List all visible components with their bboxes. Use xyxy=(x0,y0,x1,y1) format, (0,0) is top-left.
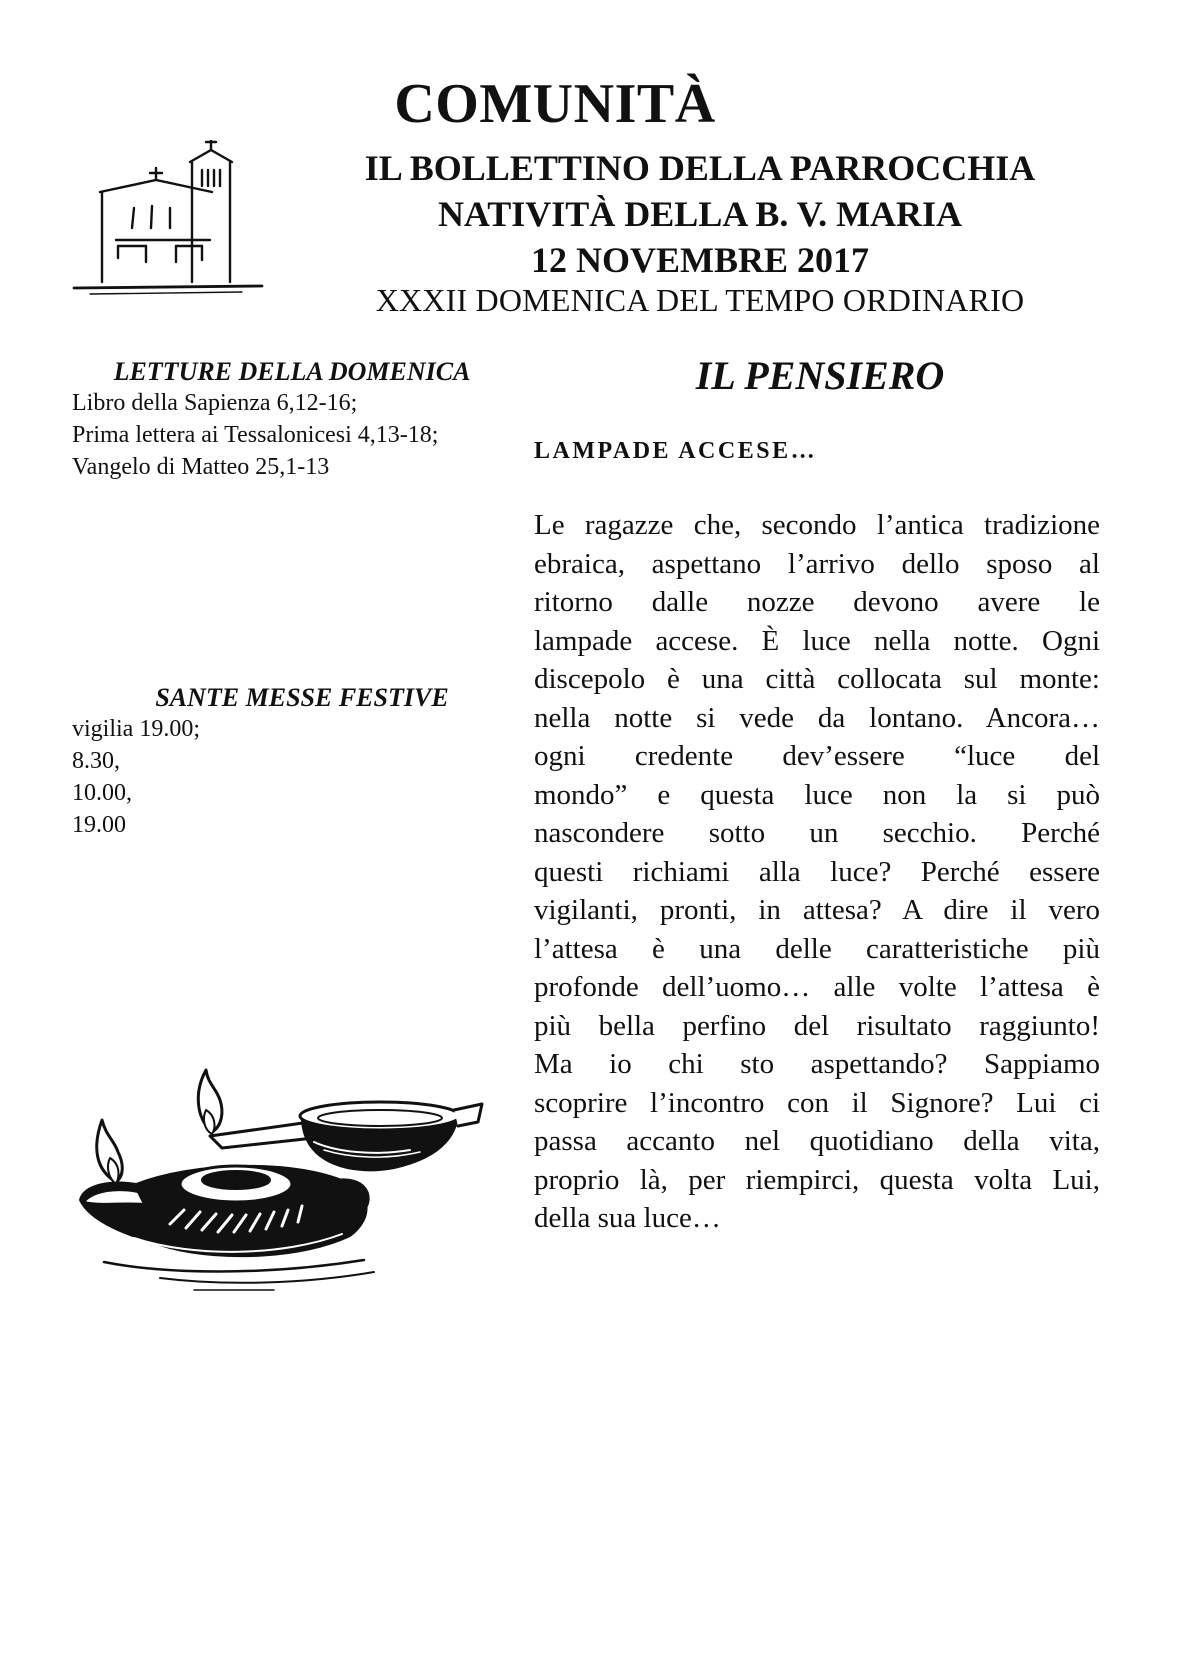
article-line: nascondere sotto un secchio. Perché xyxy=(534,817,1100,849)
masses-list xyxy=(72,713,512,841)
reading-item: Vangelo di Matteo 25,1-13 xyxy=(72,454,330,481)
bulletin-date: 12 NOVEMBRE 2017 xyxy=(530,240,869,280)
article-line: più bella perfino del risultato raggiunto! xyxy=(534,1009,1100,1042)
article-line: mondo” e questa luce non la si può xyxy=(534,778,1100,811)
article-line: Le ragazze che, secondo l’antica tradizione xyxy=(534,509,1100,541)
article-line: discepolo è una città collocata sul monte: xyxy=(534,663,1100,695)
masses-section xyxy=(72,682,512,841)
church-icon xyxy=(72,140,282,310)
article-line: proprio là, per riempirci, questa volta Lui, xyxy=(534,1163,1100,1196)
readings-title: LETTURE DELLA DOMENICA xyxy=(113,357,471,386)
masses-title: SANTE MESSE FESTIVE xyxy=(155,683,449,712)
bulletin-subtitle: IL BOLLETTINO DELLA PARROCCHIA xyxy=(364,148,1036,188)
article-line: vigilanti, pronti, in attesa? A dire il vero xyxy=(534,894,1100,926)
article-line: ritorno dalle nozze devono avere le xyxy=(534,586,1100,618)
reading-item: Libro della Sapienza 6,12-16; xyxy=(72,390,358,417)
readings-list xyxy=(72,387,512,483)
article-line: profonde dell’uomo… alle volte l’attesa è xyxy=(534,971,1100,1003)
section-title: IL PENSIERO xyxy=(695,353,945,398)
article-line: passa accanto nel quotidiano della vita, xyxy=(534,1125,1100,1157)
reading-item: Prima lettera ai Tessalonicesi 4,13-18; xyxy=(72,422,439,449)
article-line: nella notte si vede da lontano. Ancora… xyxy=(534,701,1100,734)
article-body xyxy=(534,506,1100,1238)
bulletin-masthead: COMUNITÀ xyxy=(394,73,716,135)
oil-lamps-illustration xyxy=(74,1052,504,1297)
article-line: ogni credente dev’essere “luce del xyxy=(534,740,1100,772)
article-line: l’attesa è una delle caratteristiche più xyxy=(534,932,1100,965)
mass-time: vigilia 19.00; xyxy=(72,716,200,743)
article-line: della sua luce… xyxy=(534,1202,721,1234)
article-line: questi richiami alla luce? Perché essere xyxy=(534,855,1100,888)
article-line: lampade accese. È luce nella notte. Ogni xyxy=(534,624,1100,657)
liturgical-day: XXXII DOMENICA DEL TEMPO ORDINARIO xyxy=(375,282,1025,318)
article-line: ebraica, aspettano l’arrivo dello sposo al xyxy=(534,547,1100,580)
mass-time: 8.30, xyxy=(72,748,120,775)
readings-section xyxy=(72,356,512,483)
article-line: Ma io chi sto aspettando? Sappiamo xyxy=(534,1048,1100,1080)
mass-time: 19.00 xyxy=(72,812,126,839)
article-kicker: LAMPADE ACCESE… xyxy=(534,438,818,464)
article-line: scoprire l’incontro con il Signore? Lui ci xyxy=(534,1086,1100,1119)
parish-name: NATIVITÀ DELLA B. V. MARIA xyxy=(437,194,963,234)
mass-time: 10.00, xyxy=(72,780,132,807)
